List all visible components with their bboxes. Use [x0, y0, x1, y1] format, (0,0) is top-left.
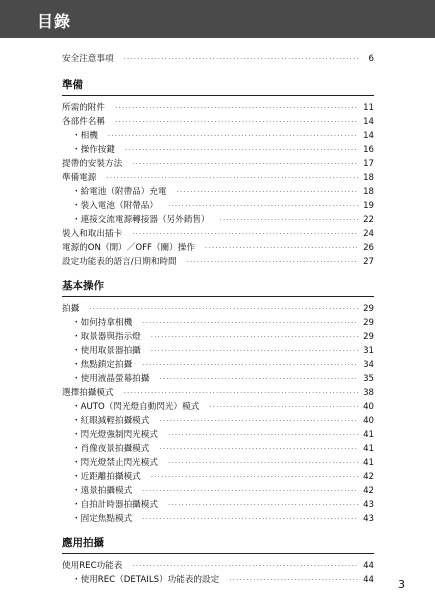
toc-intro: [62, 52, 374, 66]
toc-entry-page: 29: [363, 332, 374, 342]
toc-content: [62, 52, 374, 587]
toc-subentry[interactable]: [62, 573, 374, 587]
toc-entry[interactable]: [62, 52, 374, 66]
toc-subentry[interactable]: [62, 316, 374, 330]
dot-leader: [106, 171, 358, 185]
toc-subentry[interactable]: [62, 414, 374, 428]
toc-entry-page: 35: [363, 374, 374, 384]
toc-section: [62, 78, 374, 269]
toc-subentry[interactable]: [62, 512, 374, 526]
toc-entry-page: 19: [363, 201, 374, 211]
toc-entry-label: ・如何持拿相機: [72, 318, 133, 328]
toc-entry-page: 17: [363, 159, 374, 169]
toc-entry[interactable]: [62, 241, 374, 255]
toc-entry-page: 41: [363, 430, 374, 440]
toc-subentry[interactable]: [62, 143, 374, 157]
toc-entry-page: 44: [363, 561, 374, 571]
toc-subentry[interactable]: [62, 199, 374, 213]
dot-leader: [168, 456, 358, 470]
toc-entry-label: ・取景器與指示燈: [72, 332, 141, 342]
toc-entry-label: ・使用液晶螢幕拍攝: [72, 374, 150, 384]
toc-entry-label: 使用REC功能表: [62, 561, 123, 571]
toc-entry-label: 拍攝: [62, 304, 80, 314]
toc-entry-label: ・固定焦點模式: [72, 514, 133, 524]
dot-leader: [159, 372, 358, 386]
toc-entry-label: 電源的ON（開）／OFF（關）操作: [62, 243, 195, 253]
toc-title: 目錄: [37, 12, 72, 31]
dot-leader: [168, 428, 358, 442]
toc-entry-label: ・肖像夜景拍攝模式: [72, 444, 150, 454]
toc-subentry[interactable]: [62, 428, 374, 442]
toc-entry-page: 26: [363, 243, 374, 253]
dot-leader: [177, 185, 358, 199]
toc-subentry[interactable]: [62, 372, 374, 386]
toc-entry[interactable]: [62, 227, 374, 241]
toc-entry-label: ・給電池（附帶品）充電: [72, 187, 167, 197]
dot-leader: [124, 52, 358, 66]
toc-entry-label: ・紅眼減輕拍攝模式: [72, 416, 150, 426]
toc-entry-label: 安全注意事項: [62, 54, 114, 64]
toc-entry-page: 38: [363, 388, 374, 398]
toc-entry-label: ・使用取景器拍攝: [72, 346, 141, 356]
toc-entry-label: 提帶的安裝方法: [62, 159, 123, 169]
toc-entry-page: 41: [363, 458, 374, 468]
toc-entry-page: 18: [363, 173, 374, 183]
toc-entry-label: ・相機: [72, 131, 98, 141]
toc-entry[interactable]: [62, 302, 374, 316]
toc-entry-label: ・AUTO（閃光燈自動閃光）模式: [72, 402, 200, 412]
toc-entry-label: ・遠景拍攝模式: [72, 486, 133, 496]
toc-entry-page: 29: [363, 318, 374, 328]
dot-leader: [209, 400, 358, 414]
toc-subentry[interactable]: [62, 129, 374, 143]
toc-entry-page: 27: [363, 257, 374, 267]
dot-leader: [159, 414, 358, 428]
toc-entry-page: 42: [363, 472, 374, 482]
toc-subentry[interactable]: [62, 344, 374, 358]
toc-entry-page: 31: [363, 346, 374, 356]
toc-entry-label: 準備電源: [62, 173, 97, 183]
section-heading: 準備: [62, 78, 374, 96]
toc-subentry[interactable]: [62, 400, 374, 414]
toc-entry-label: 各部件名稱: [62, 117, 105, 127]
dot-leader: [108, 129, 358, 143]
toc-entry-page: 11: [363, 103, 374, 113]
toc-entry-label: 設定功能表的語言/日期和時間: [62, 257, 177, 267]
page-number: 3: [398, 578, 405, 591]
toc-entry-page: 43: [363, 514, 374, 524]
dot-leader: [132, 157, 358, 171]
toc-entry-label: ・操作按鍵: [72, 145, 115, 155]
dot-leader: [168, 199, 358, 213]
dot-leader: [220, 213, 358, 227]
toc-header-bar: [0, 0, 435, 38]
dot-leader: [229, 573, 358, 587]
toc-entry-label: ・近距離拍攝模式: [72, 472, 141, 482]
section-heading: 應用拍攝: [62, 536, 374, 554]
dot-leader: [89, 302, 358, 316]
toc-entry-label: 所需的附件: [62, 103, 105, 113]
dot-leader: [151, 330, 358, 344]
toc-entry-page: 18: [363, 187, 374, 197]
dot-leader: [142, 358, 358, 372]
toc-subentry[interactable]: [62, 330, 374, 344]
toc-entry-label: ・焦點鎖定拍攝: [72, 360, 133, 370]
toc-entry[interactable]: [62, 101, 374, 115]
toc-entry[interactable]: [62, 559, 374, 573]
toc-entry-page: 44: [363, 575, 374, 585]
toc-entry[interactable]: [62, 171, 374, 185]
toc-subentry[interactable]: [62, 484, 374, 498]
toc-subentry[interactable]: [62, 185, 374, 199]
toc-entry-label: 裝入和取出插卡: [62, 229, 123, 239]
toc-subentry[interactable]: [62, 470, 374, 484]
toc-entry-label: ・閃光燈禁止閃光模式: [72, 458, 158, 468]
toc-entry[interactable]: [62, 255, 374, 269]
dot-leader: [142, 512, 358, 526]
toc-entry-label: ・閃光燈強制閃光模式: [72, 430, 158, 440]
toc-entry-page: 14: [363, 117, 374, 127]
toc-sections: [62, 78, 374, 587]
dot-leader: [151, 470, 358, 484]
dot-leader: [187, 255, 358, 269]
toc-entry-page: 29: [363, 304, 374, 314]
dot-leader: [159, 442, 358, 456]
toc-subentry[interactable]: [62, 213, 374, 227]
toc-subentry[interactable]: [62, 358, 374, 372]
toc-entry-page: 16: [363, 145, 374, 155]
dot-leader: [142, 316, 358, 330]
dot-leader: [168, 498, 358, 512]
dot-leader: [125, 143, 358, 157]
dot-leader: [115, 101, 358, 115]
toc-subentry[interactable]: [62, 442, 374, 456]
dot-leader: [151, 344, 358, 358]
toc-entry-page: 42: [363, 486, 374, 496]
dot-leader: [142, 484, 358, 498]
dot-leader: [205, 241, 358, 255]
toc-entry-page: 41: [363, 444, 374, 454]
toc-entry-page: 24: [363, 229, 374, 239]
toc-entry-label: ・裝入電池（附帶品）: [72, 201, 158, 211]
toc-entry-label: 選擇拍攝模式: [62, 388, 114, 398]
section-heading: 基本操作: [62, 279, 374, 297]
toc-entry-page: 40: [363, 416, 374, 426]
toc-entry-label: ・使用REC（DETAILS）功能表的設定: [72, 575, 220, 585]
dot-leader: [132, 227, 358, 241]
toc-entry-page: 6: [368, 54, 374, 64]
toc-section: [62, 279, 374, 526]
toc-entry-page: 22: [363, 215, 374, 225]
toc-section: [62, 536, 374, 587]
toc-entry-page: 34: [363, 360, 374, 370]
dot-leader: [124, 386, 358, 400]
toc-entry-label: ・連接交流電源轉接器（另外銷售）: [72, 215, 210, 225]
toc-entry[interactable]: [62, 115, 374, 129]
toc-entry[interactable]: [62, 386, 374, 400]
toc-entry[interactable]: [62, 157, 374, 171]
toc-subentry[interactable]: [62, 456, 374, 470]
toc-entry-page: 14: [363, 131, 374, 141]
dot-leader: [115, 115, 358, 129]
toc-entry-label: ・自拍計時器拍攝模式: [72, 500, 158, 510]
toc-entry-page: 43: [363, 500, 374, 510]
toc-entry-page: 40: [363, 402, 374, 412]
dot-leader: [132, 559, 358, 573]
toc-subentry[interactable]: [62, 498, 374, 512]
